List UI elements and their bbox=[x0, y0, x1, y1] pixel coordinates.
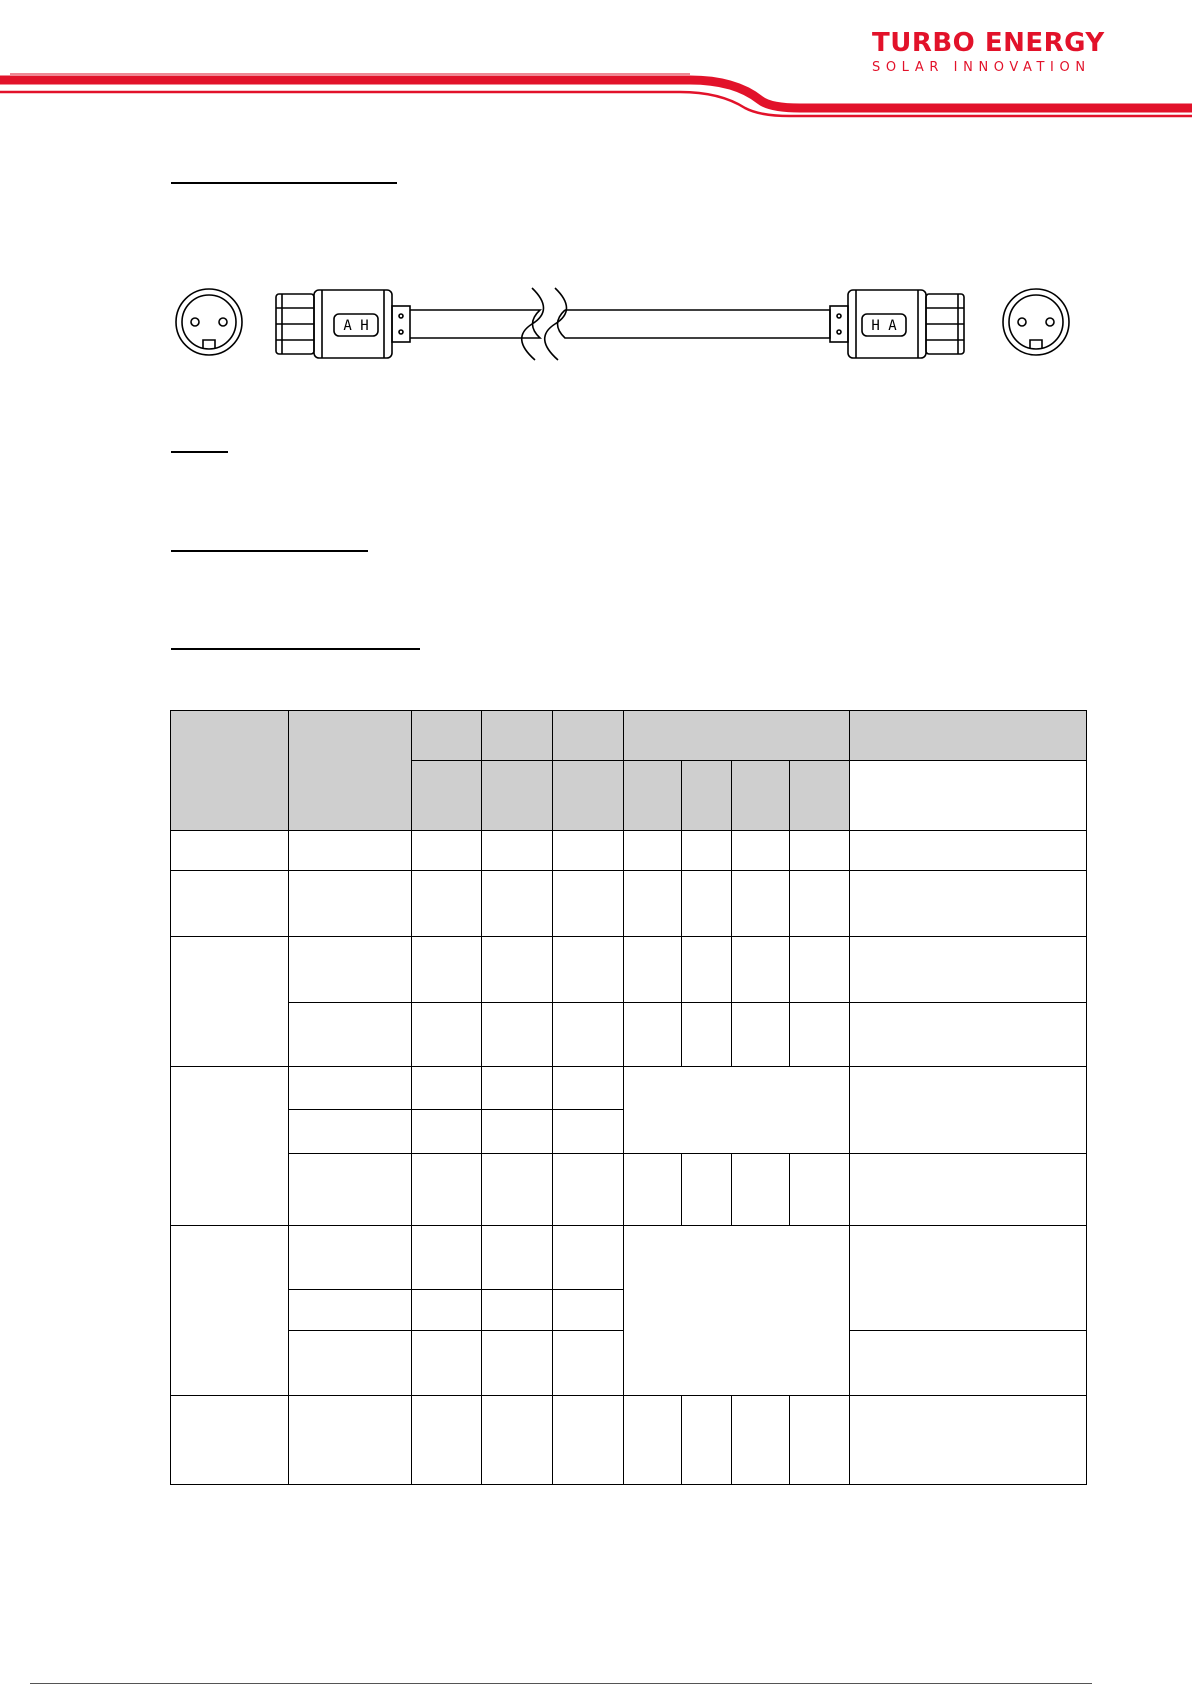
header-cell bbox=[790, 761, 850, 831]
section-heading-1 bbox=[171, 179, 397, 184]
header-cell bbox=[850, 711, 1087, 761]
header-cell bbox=[482, 761, 553, 831]
header-cell bbox=[171, 711, 289, 831]
table-cell bbox=[850, 761, 1087, 831]
left-connector-face-icon bbox=[176, 289, 242, 355]
header-cell bbox=[682, 761, 732, 831]
header-cell bbox=[624, 761, 682, 831]
right-connector-icon bbox=[830, 290, 964, 358]
brand-name: TURBO ENERGY bbox=[872, 28, 1105, 58]
left-connector-label: A H bbox=[343, 318, 369, 334]
header-cell bbox=[412, 761, 482, 831]
brand-logo bbox=[872, 28, 1105, 76]
cable-drawing bbox=[170, 280, 1120, 380]
header-swoosh bbox=[0, 70, 1192, 122]
table-row bbox=[171, 937, 1087, 1003]
header-cell bbox=[624, 711, 850, 761]
header-cell bbox=[553, 711, 624, 761]
footer-rule bbox=[30, 1683, 1092, 1684]
table-row bbox=[171, 831, 1087, 871]
header-cell bbox=[289, 711, 412, 831]
brand-tagline: SOLAR INNOVATION bbox=[872, 60, 1091, 75]
table-row bbox=[171, 1226, 1087, 1290]
right-connector-face-icon bbox=[1003, 289, 1069, 355]
header-cell bbox=[412, 711, 482, 761]
section-heading-3 bbox=[171, 547, 368, 552]
header-cell bbox=[482, 711, 553, 761]
table-row bbox=[171, 1003, 1087, 1067]
section-heading-2 bbox=[171, 448, 228, 453]
table-row bbox=[171, 1067, 1087, 1110]
table-row bbox=[171, 1396, 1087, 1485]
header-cell bbox=[732, 761, 790, 831]
spec-table bbox=[170, 710, 1087, 1485]
right-connector-label: H A bbox=[871, 318, 897, 334]
header-cell bbox=[553, 761, 624, 831]
section-heading-4 bbox=[171, 645, 420, 650]
table-row bbox=[171, 871, 1087, 937]
table-row bbox=[171, 1154, 1087, 1226]
